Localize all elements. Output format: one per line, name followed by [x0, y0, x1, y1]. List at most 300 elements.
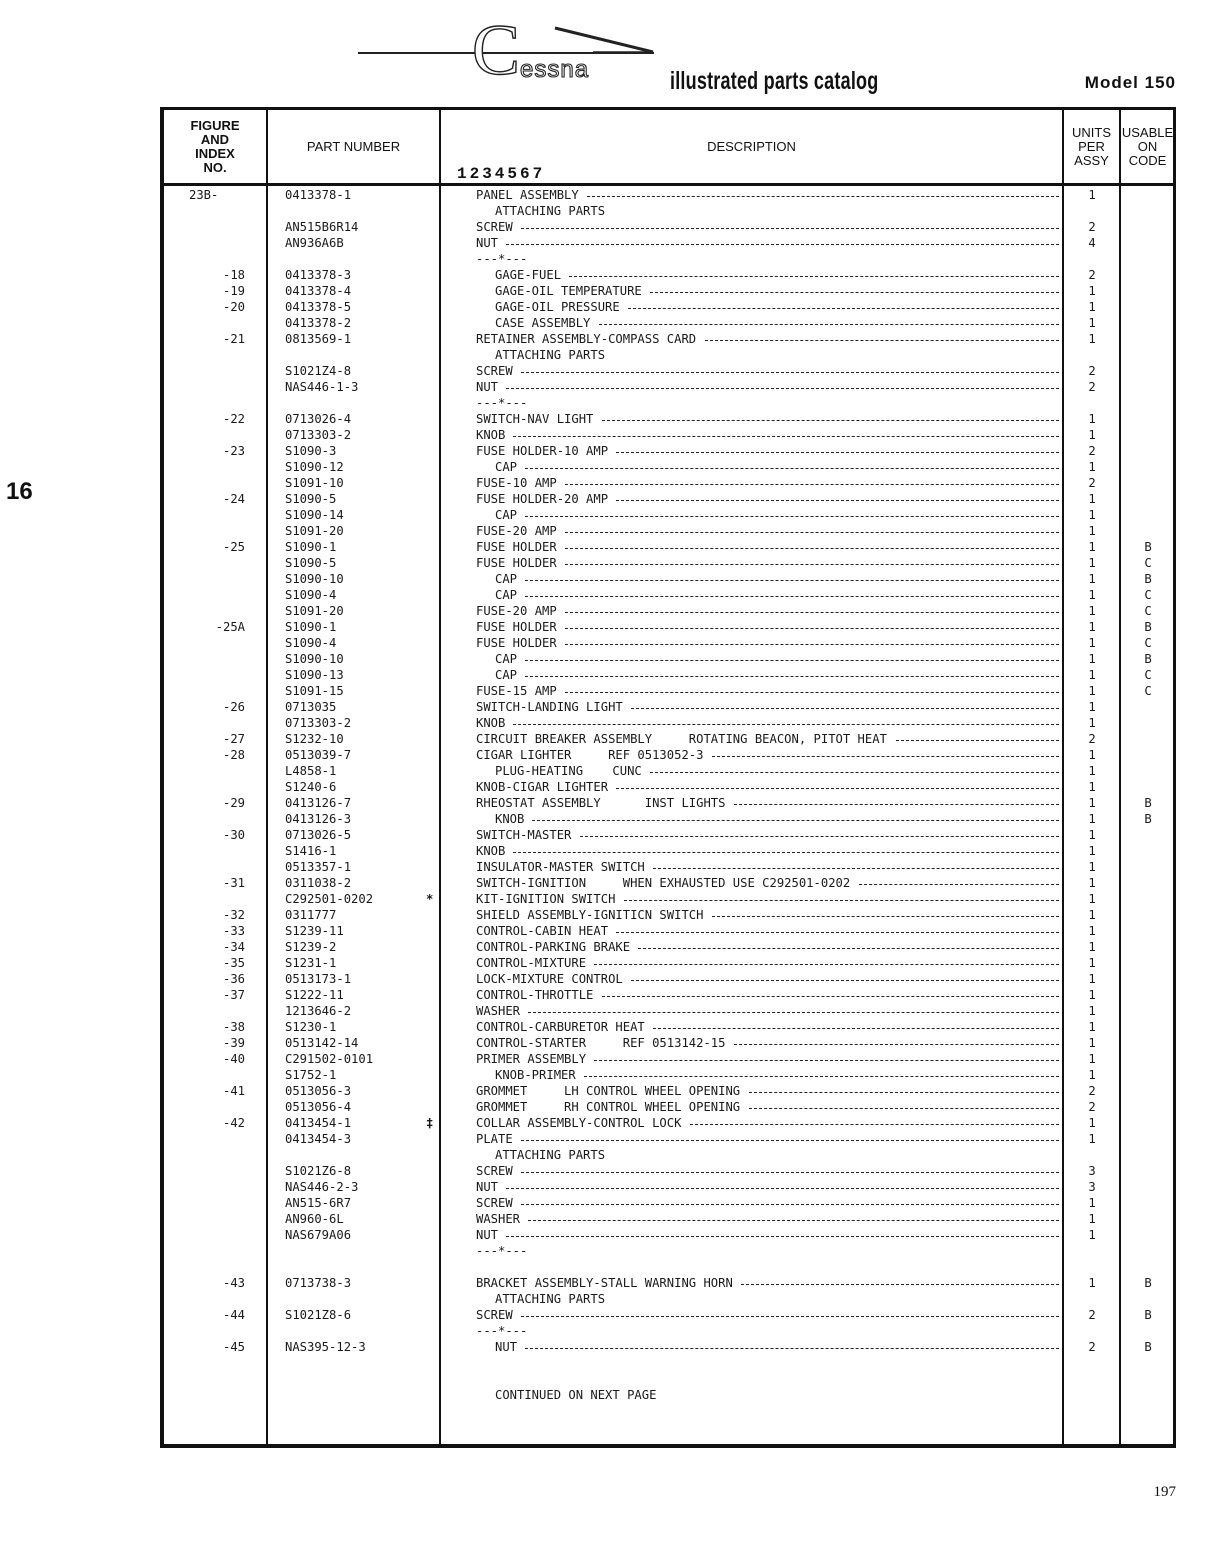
figure-index: -40 [222, 1052, 245, 1066]
leader-dashes [525, 468, 1059, 469]
table-row [164, 955, 1174, 971]
description: FUSE HOLDER [476, 636, 557, 650]
usable-on-code: C [1144, 684, 1152, 698]
units-per-assy: 1 [1088, 284, 1096, 298]
units-per-assy: 1 [1088, 620, 1096, 634]
usable-on-code: C [1144, 556, 1152, 570]
table-row [164, 1083, 1174, 1099]
part-number: 0713035 [285, 700, 337, 714]
table-row [164, 907, 1174, 923]
units-per-assy: 1 [1088, 572, 1096, 586]
table-row [164, 507, 1174, 523]
figure-index: -33 [222, 924, 245, 938]
header-usable: USABLE ON CODE [1121, 124, 1174, 168]
part-number: 0713026-5 [285, 828, 352, 842]
description: CONTROL-STARTER REF 0513142-15 [476, 1036, 726, 1050]
description: KNOB [476, 428, 506, 442]
table-row [164, 1275, 1174, 1291]
units-per-assy: 1 [1088, 460, 1096, 474]
description: CONTROL-CARBURETOR HEAT [476, 1020, 645, 1034]
table-row [164, 731, 1174, 747]
figure-index: -36 [222, 972, 245, 986]
table-row [164, 779, 1174, 795]
usable-on-code: B [1144, 1308, 1152, 1322]
table-row [164, 1227, 1174, 1243]
figure-index: -42 [222, 1116, 245, 1130]
description: FUSE HOLDER [476, 540, 557, 554]
usable-on-code: C [1144, 668, 1152, 682]
part-number: 0413126-3 [285, 812, 352, 826]
part-number: AN936A6B [285, 236, 344, 250]
table-row [164, 619, 1174, 635]
part-number: S1091-10 [285, 476, 344, 490]
part-marker: * [426, 892, 434, 906]
description: GAGE-OIL TEMPERATURE [495, 284, 642, 298]
description: RHEOSTAT ASSEMBLY INST LIGHTS [476, 796, 726, 810]
leader-dashes [565, 612, 1059, 613]
logo-wordmark: essna [520, 56, 590, 83]
description: ---*--- [476, 252, 528, 266]
part-number: S1090-10 [285, 652, 344, 666]
part-number: S1021Z4-8 [285, 364, 352, 378]
description: ATTACHING PARTS [495, 1148, 606, 1162]
header-figure: FIGURE AND INDEX NO. [190, 117, 240, 175]
part-number: AN960-6L [285, 1212, 344, 1226]
leader-dashes [653, 1028, 1059, 1029]
leader-dashes [525, 596, 1059, 597]
table-row [164, 1099, 1174, 1115]
units-per-assy: 3 [1088, 1164, 1096, 1178]
table-row [164, 1339, 1174, 1355]
description: FUSE HOLDER [476, 556, 557, 570]
description: NUT [476, 1180, 499, 1194]
usable-on-code: B [1144, 1340, 1152, 1354]
part-number: 0513039-7 [285, 748, 352, 762]
table-row [164, 411, 1174, 427]
description: ATTACHING PARTS [495, 204, 606, 218]
figure-index: -23 [222, 444, 245, 458]
table-row [164, 635, 1174, 651]
description: ATTACHING PARTS [495, 1292, 606, 1306]
table-row [164, 443, 1174, 459]
description: WASHER [476, 1004, 521, 1018]
logo-letter: C [472, 10, 521, 90]
units-per-assy: 1 [1088, 316, 1096, 330]
description: CIGAR LIGHTER REF 0513052-3 [476, 748, 704, 762]
figure-index: -25 [222, 540, 245, 554]
usable-on-code: B [1144, 620, 1152, 634]
figure-index: -31 [222, 876, 245, 890]
part-number: S1416-1 [285, 844, 337, 858]
description: FUSE-20 AMP [476, 524, 557, 538]
figure-index: -18 [222, 268, 245, 282]
description: RETAINER ASSEMBLY-COMPASS CARD [476, 332, 697, 346]
figure-index: -43 [222, 1276, 245, 1290]
table-row [164, 827, 1174, 843]
part-number: S1021Z8-6 [285, 1308, 352, 1322]
units-per-assy: 1 [1088, 332, 1096, 346]
table-row [164, 187, 1174, 203]
figure-index: -28 [222, 748, 245, 762]
leader-dashes [521, 372, 1059, 373]
figure-index: -38 [222, 1020, 245, 1034]
leader-dashes [602, 996, 1059, 997]
table-row [164, 1179, 1174, 1195]
leader-dashes [594, 1060, 1059, 1061]
units-per-assy: 1 [1088, 1004, 1096, 1018]
units-per-assy: 1 [1088, 1116, 1096, 1130]
description: SWITCH-LANDING LIGHT [476, 700, 623, 714]
description: KNOB-CIGAR LIGHTER [476, 780, 609, 794]
figure-index: -29 [222, 796, 245, 810]
description: KNOB-PRIMER [495, 1068, 576, 1082]
part-number: 0713303-2 [285, 716, 352, 730]
description: NUT [476, 236, 499, 250]
units-per-assy: 1 [1088, 604, 1096, 618]
part-number: NAS446-1-3 [285, 380, 359, 394]
part-number: S1090-1 [285, 540, 337, 554]
leader-dashes [705, 340, 1060, 341]
model-label: Model 150 [1084, 73, 1176, 92]
part-number: S1021Z6-8 [285, 1164, 352, 1178]
part-number: 0713738-3 [285, 1276, 352, 1290]
units-per-assy: 1 [1088, 300, 1096, 314]
table-row [164, 555, 1174, 571]
header-part-number: PART NUMBER [306, 138, 401, 154]
page-number: 197 [1153, 1484, 1176, 1500]
leader-dashes [650, 292, 1059, 293]
units-per-assy: 1 [1088, 940, 1096, 954]
table-row [164, 1051, 1174, 1067]
figure-index: -21 [222, 332, 245, 346]
units-per-assy: 1 [1088, 1020, 1096, 1034]
table-row [164, 1147, 1174, 1163]
usable-on-code: B [1144, 652, 1152, 666]
units-per-assy: 1 [1088, 668, 1096, 682]
part-number: NAS679A06 [285, 1228, 352, 1242]
units-per-assy: 1 [1088, 684, 1096, 698]
leader-dashes [528, 1012, 1059, 1013]
units-per-assy: 1 [1088, 588, 1096, 602]
table-body [164, 187, 1174, 1403]
table-row [164, 1131, 1174, 1147]
units-per-assy: 1 [1088, 412, 1096, 426]
description: CONTROL-PARKING BRAKE [476, 940, 631, 954]
table-row [164, 1371, 1174, 1387]
table-row [164, 475, 1174, 491]
units-per-assy: 2 [1088, 1084, 1096, 1098]
part-number: 0513056-4 [285, 1100, 352, 1114]
leader-dashes [565, 484, 1059, 485]
indent-digits: 1234567 [457, 165, 546, 183]
figure-index: -35 [222, 956, 245, 970]
parts-table [160, 107, 1176, 1448]
figure-index: -37 [222, 988, 245, 1002]
units-per-assy: 1 [1088, 1196, 1096, 1210]
table-row [164, 1307, 1174, 1323]
table-row [164, 939, 1174, 955]
catalog-title: illustrated parts catalog [670, 67, 879, 95]
figure-index: -32 [222, 908, 245, 922]
units-per-assy: 2 [1088, 1308, 1096, 1322]
figure-index: -41 [222, 1084, 245, 1098]
part-number: 0413454-1 [285, 1116, 352, 1130]
table-row [164, 1355, 1174, 1371]
description: SCREW [476, 1308, 513, 1322]
table-row [164, 923, 1174, 939]
leader-dashes [628, 308, 1059, 309]
leader-dashes [734, 804, 1059, 805]
leader-dashes [525, 660, 1059, 661]
leader-dashes [565, 692, 1059, 693]
figure-index: -27 [222, 732, 245, 746]
usable-on-code: C [1144, 588, 1152, 602]
table-row [164, 235, 1174, 251]
usable-on-code: C [1144, 636, 1152, 650]
table-row [164, 1035, 1174, 1051]
part-number: 0513056-3 [285, 1084, 352, 1098]
description: GAGE-FUEL [495, 268, 562, 282]
description: FUSE HOLDER [476, 620, 557, 634]
leader-dashes [569, 276, 1059, 277]
table-row [164, 1195, 1174, 1211]
units-per-assy: 1 [1088, 1228, 1096, 1242]
leader-dashes [506, 388, 1059, 389]
table-row [164, 283, 1174, 299]
leader-dashes [749, 1108, 1059, 1109]
description: CONTROL-THROTTLE [476, 988, 594, 1002]
figure-index: -44 [222, 1308, 245, 1322]
part-number: NAS395-12-3 [285, 1340, 366, 1354]
units-per-assy: 2 [1088, 444, 1096, 458]
table-row [164, 299, 1174, 315]
leader-dashes [599, 324, 1059, 325]
part-number: 0413378-4 [285, 284, 352, 298]
description: CIRCUIT BREAKER ASSEMBLY ROTATING BEACON, PITOT HEAT [476, 732, 887, 746]
section-number: 16 [6, 478, 33, 505]
description: PANEL ASSEMBLY [476, 188, 579, 202]
part-number: 0513357-1 [285, 860, 352, 874]
leader-dashes [584, 1076, 1059, 1077]
units-per-assy: 1 [1088, 988, 1096, 1002]
table-row [164, 667, 1174, 683]
units-per-assy: 1 [1088, 188, 1096, 202]
part-number: 0311777 [285, 908, 337, 922]
leader-dashes [521, 1316, 1059, 1317]
figure-index: -22 [222, 412, 245, 426]
part-number: 0413126-7 [285, 796, 352, 810]
description: GROMMET LH CONTROL WHEEL OPENING [476, 1084, 741, 1098]
part-number: S1222-11 [285, 988, 344, 1002]
table-row [164, 747, 1174, 763]
part-number: S1091-20 [285, 524, 344, 538]
units-per-assy: 1 [1088, 428, 1096, 442]
figure-index: -26 [222, 700, 245, 714]
units-per-assy: 1 [1088, 556, 1096, 570]
table-row [164, 1291, 1174, 1307]
leader-dashes [616, 500, 1059, 501]
part-number: 0413378-1 [285, 188, 352, 202]
leader-dashes [565, 532, 1059, 533]
units-per-assy: 1 [1088, 1132, 1096, 1146]
description: SHIELD ASSEMBLY-IGNITICN SWITCH [476, 908, 704, 922]
units-per-assy: 2 [1088, 476, 1096, 490]
table-row [164, 347, 1174, 363]
figure-index: -34 [222, 940, 245, 954]
leader-dashes [565, 564, 1059, 565]
part-number: NAS446-2-3 [285, 1180, 359, 1194]
part-number: S1091-15 [285, 684, 344, 698]
leader-dashes [521, 1172, 1059, 1173]
leader-dashes [525, 1348, 1059, 1349]
description: SWITCH-NAV LIGHT [476, 412, 594, 426]
table-row [164, 523, 1174, 539]
table-row [164, 1259, 1174, 1275]
units-per-assy: 1 [1088, 1036, 1096, 1050]
part-number: L4858-1 [285, 764, 337, 778]
table-row [164, 987, 1174, 1003]
table-row [164, 1387, 1174, 1403]
part-number: AN515-6R7 [285, 1196, 352, 1210]
part-number: 0413378-3 [285, 268, 352, 282]
description: PLATE [476, 1132, 513, 1146]
leader-dashes [734, 1044, 1059, 1045]
table-row [164, 1211, 1174, 1227]
units-per-assy: 2 [1088, 732, 1096, 746]
leader-dashes [525, 516, 1059, 517]
description: CONTROL-CABIN HEAT [476, 924, 609, 938]
part-number: 0513142-14 [285, 1036, 359, 1050]
description: SWITCH-IGNITION WHEN EXHAUSTED USE C292501-0202 [476, 876, 851, 890]
description: WASHER [476, 1212, 521, 1226]
table-row [164, 571, 1174, 587]
part-number: S1090-5 [285, 556, 337, 570]
table-row [164, 379, 1174, 395]
description: CONTROL-MIXTURE [476, 956, 587, 970]
figure-index: 23B- [189, 188, 219, 202]
units-per-assy: 3 [1088, 1180, 1096, 1194]
part-number: 0413454-3 [285, 1132, 352, 1146]
leader-dashes [525, 676, 1059, 677]
description: NUT [495, 1340, 518, 1354]
table-row [164, 1019, 1174, 1035]
part-number: 0813569-1 [285, 332, 352, 346]
description: CAP [495, 652, 518, 666]
description: LOCK-MIXTURE CONTROL [476, 972, 623, 986]
description: NUT [476, 1228, 499, 1242]
part-number: 0413378-2 [285, 316, 352, 330]
table-row [164, 603, 1174, 619]
units-per-assy: 2 [1088, 380, 1096, 394]
part-number: 0713303-2 [285, 428, 352, 442]
units-per-assy: 1 [1088, 508, 1096, 522]
table-row [164, 1163, 1174, 1179]
units-per-assy: 1 [1088, 1068, 1096, 1082]
part-number: S1239-11 [285, 924, 344, 938]
units-per-assy: 1 [1088, 764, 1096, 778]
table-row [164, 315, 1174, 331]
part-number: 0513173-1 [285, 972, 352, 986]
table-row [164, 363, 1174, 379]
figure-index: -30 [222, 828, 245, 842]
description: FUSE-10 AMP [476, 476, 557, 490]
table-row [164, 219, 1174, 235]
table-row [164, 1323, 1174, 1339]
leader-dashes [653, 868, 1059, 869]
description: SWITCH-MASTER [476, 828, 572, 842]
leader-dashes [565, 644, 1059, 645]
description: SCREW [476, 1196, 513, 1210]
units-per-assy: 2 [1088, 1340, 1096, 1354]
figure-index: -45 [222, 1340, 245, 1354]
figure-index: -24 [222, 492, 245, 506]
description: ---*--- [476, 1244, 528, 1258]
table-row [164, 395, 1174, 411]
description: FUSE-15 AMP [476, 684, 557, 698]
leader-dashes [528, 1220, 1059, 1221]
part-marker: ‡ [426, 1116, 434, 1130]
leader-dashes [594, 964, 1059, 965]
description: CAP [495, 572, 518, 586]
table-row [164, 699, 1174, 715]
description: FUSE HOLDER-10 AMP [476, 444, 609, 458]
units-per-assy: 1 [1088, 780, 1096, 794]
description: INSULATOR-MASTER SWITCH [476, 860, 645, 874]
units-per-assy: 1 [1088, 908, 1096, 922]
description: CAP [495, 588, 518, 602]
leader-dashes [513, 852, 1059, 853]
units-per-assy: 1 [1088, 636, 1096, 650]
part-number: S1752-1 [285, 1068, 337, 1082]
part-number: C292501-0202 [285, 892, 374, 906]
description: PLUG-HEATING CUNC [495, 764, 642, 778]
figure-index: -39 [222, 1036, 245, 1050]
units-per-assy: 1 [1088, 812, 1096, 826]
table-row [164, 891, 1174, 907]
units-per-assy: 2 [1088, 1100, 1096, 1114]
table-row [164, 715, 1174, 731]
part-number: S1090-12 [285, 460, 344, 474]
units-per-assy: 1 [1088, 716, 1096, 730]
leader-dashes [631, 708, 1059, 709]
table-row [164, 587, 1174, 603]
units-per-assy: 1 [1088, 652, 1096, 666]
description: ---*--- [476, 396, 528, 410]
usable-on-code: B [1144, 572, 1152, 586]
figure-index: -20 [222, 300, 245, 314]
leader-dashes [616, 932, 1059, 933]
leader-dashes [741, 1284, 1059, 1285]
leader-dashes [638, 948, 1059, 949]
units-per-assy: 1 [1088, 524, 1096, 538]
units-per-assy: 1 [1088, 876, 1096, 890]
description: KIT-IGNITION SWITCH [476, 892, 616, 906]
units-per-assy: 4 [1088, 236, 1096, 250]
units-per-assy: 1 [1088, 860, 1096, 874]
description: BRACKET ASSEMBLY-STALL WARNING HORN [476, 1276, 733, 1290]
description: COLLAR ASSEMBLY-CONTROL LOCK [476, 1116, 682, 1130]
table-row [164, 1067, 1174, 1083]
units-per-assy: 1 [1088, 1052, 1096, 1066]
description: SCREW [476, 364, 513, 378]
table-row [164, 875, 1174, 891]
leader-dashes [521, 228, 1059, 229]
part-number: 0311038-2 [285, 876, 352, 890]
usable-on-code: C [1144, 604, 1152, 618]
units-per-assy: 1 [1088, 924, 1096, 938]
part-number: S1232-10 [285, 732, 344, 746]
leader-dashes [506, 1188, 1059, 1189]
